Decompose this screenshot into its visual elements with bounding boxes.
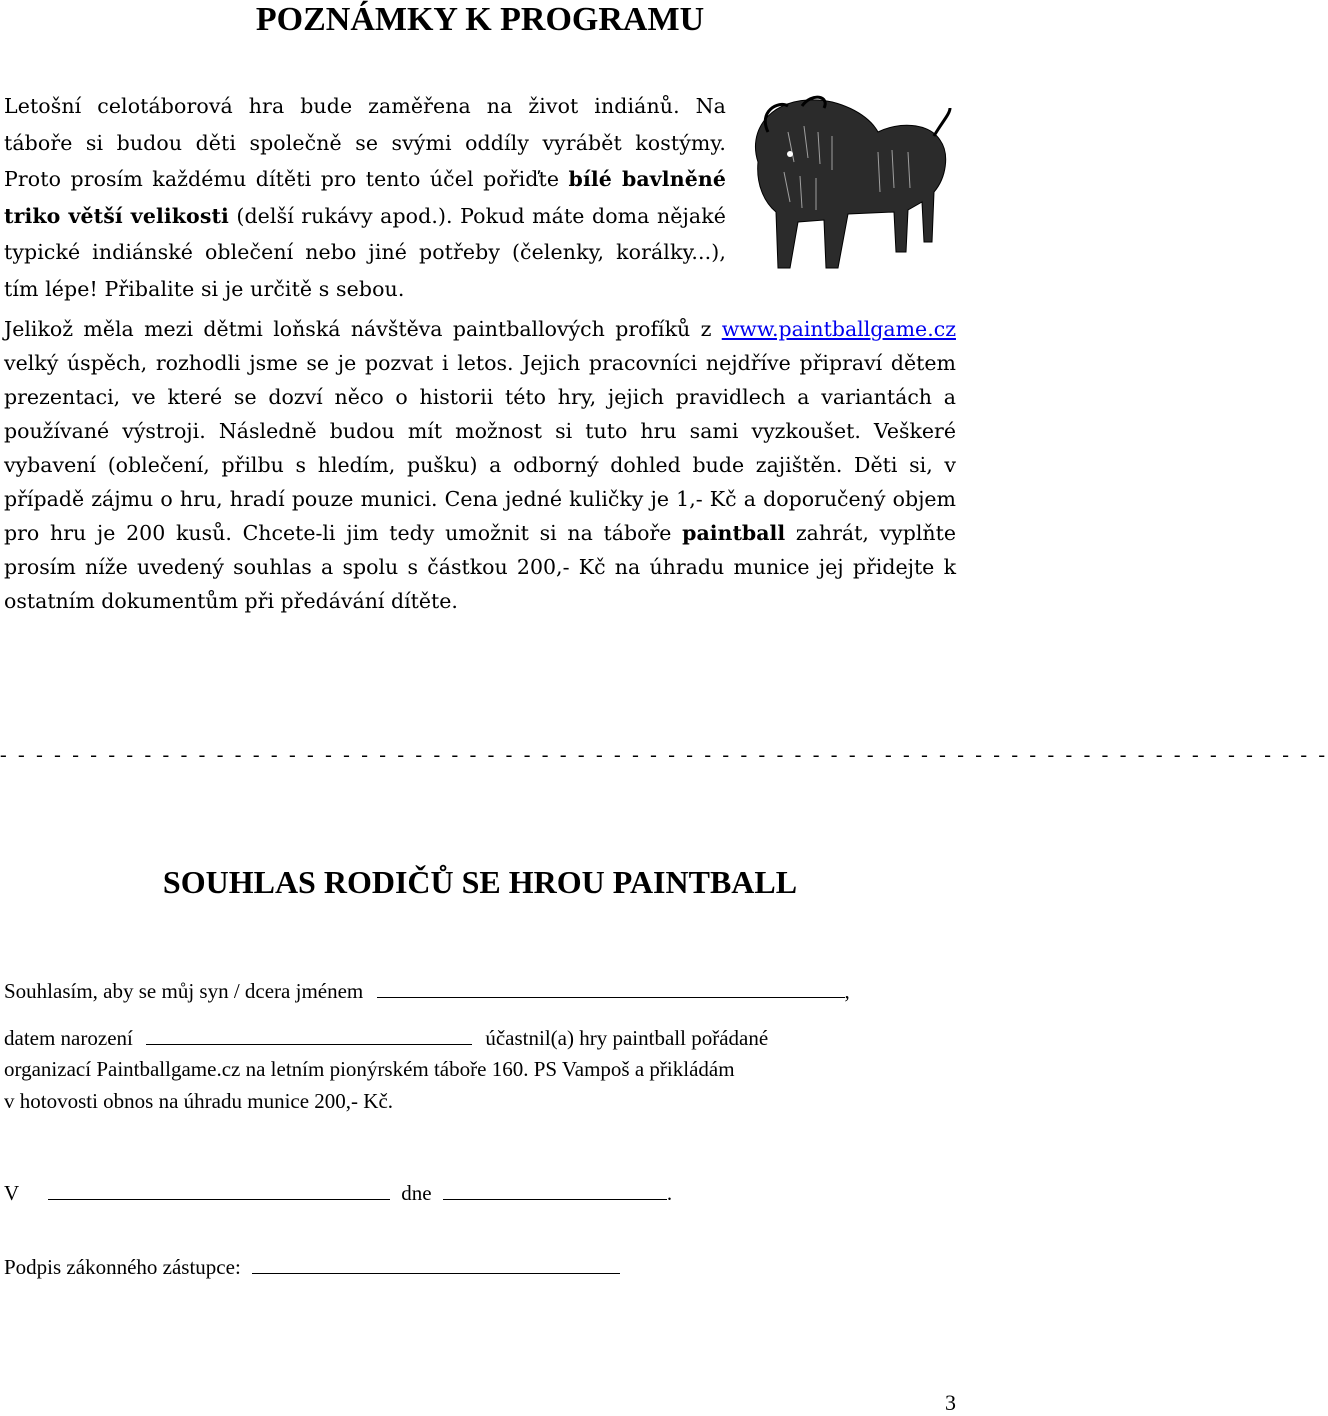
page-number: 3 xyxy=(945,1390,956,1415)
notes-paragraph-1-text-a: Letošní celotáborová hra bude zaměřena na život indiánů. Na táboře si budou děti společně se svými oddíly vyrábět kostýmy. Proto prosím každému dítěti pro tento účel pořiďte xyxy=(4,94,726,191)
notes-paragraph-2-text-c: zahrát, vyplňte prosím níže uvedený souhlas a spolu s částkou 200,- Kč na úhradu munice jej přidejte k ostatním dokumentům při předávání dítěte. xyxy=(4,521,956,613)
consent-line-signature xyxy=(4,1251,954,1283)
place-label: V xyxy=(4,1181,19,1205)
notes-paragraph-1 xyxy=(4,88,726,307)
notes-paragraph-2-text-a: Jelikož měla mezi dětmi loňská návštěva paintballových profíků z xyxy=(4,317,722,341)
signature-label: Podpis zákonného zástupce: xyxy=(4,1255,241,1279)
cut-line: - - - - - - - - - - - - - - - - - - - - - - - - - - - - - - - - - - - - - - - - - - - - - - - - - - - - - - - - - - - - - - - - - - - - - - - - - - xyxy=(0,744,1328,766)
notes-paragraph-1-text-b: (delší rukávy apod.). Pokud máte doma nějaké typické indiánské oblečení nebo jiné potřeby (čelenky, korálky...), tím lépe! Přibalite si je určitě s sebou. xyxy=(4,203,727,301)
consent-line-organizer: organizací Paintballgame.cz na letním pionýrském táboře 160. PS Vampoš a přikládám xyxy=(4,1057,735,1081)
child-name-field[interactable] xyxy=(377,977,845,998)
date-period: . xyxy=(666,1181,673,1205)
date-label: dne xyxy=(401,1181,432,1205)
consent-line-birthdate xyxy=(4,1022,954,1054)
signature-field[interactable] xyxy=(252,1253,620,1274)
notes-paragraph-2-bold: paintball xyxy=(682,521,786,545)
page-title: POZNÁMKY K PROGRAMU xyxy=(255,1,705,38)
place-field[interactable] xyxy=(48,1179,390,1200)
consent-line-place-date xyxy=(4,1177,954,1209)
consent-line-name xyxy=(4,975,954,1007)
consent-line-amount: v hotovosti obnos na úhradu munice 200,- Kč. xyxy=(4,1089,394,1113)
birthdate-field[interactable] xyxy=(146,1024,472,1045)
participation-text: účastnil(a) hry paintball pořádané xyxy=(485,1026,769,1050)
consent-title: SOUHLAS RODIČŮ SE HROU PAINTBALL xyxy=(162,864,798,900)
name-label: Souhlasím, aby se můj syn / dcera jménem xyxy=(4,979,364,1003)
notes-paragraph-2-text-b: velký úspěch, rozhodli jsme se je pozvat i letos. Jejich pracovníci nejdříve připraví dětem prezentaci, ve které se dozví něco o historii této hry, jejich pravidlech a variantách a používané výstroji. Následně budou mít možnost si tuto hru sami vyzkoušet. Veškeré vybavení (oblečení, přilbu s hledím, pušku) a odborný dohled bude zajištěn. Děti si, v případě zájmu o hru, hradí pouze munici. Cena jedné kuličky je 1,- Kč a doporučený objem pro hru je 200 kusů. Chcete-li jim tedy umožnit si na táboře xyxy=(4,351,956,545)
notes-paragraph-1-bold: bílé bavlněné triko větší velikosti xyxy=(4,167,726,228)
paintballgame-link[interactable]: www.paintballgame.cz xyxy=(721,317,956,341)
name-comma: , xyxy=(844,979,850,1003)
date-field[interactable] xyxy=(443,1179,667,1200)
birthdate-label: datem narození xyxy=(4,1026,133,1050)
notes-paragraph-2 xyxy=(4,312,956,618)
bison-illustration xyxy=(728,92,954,276)
